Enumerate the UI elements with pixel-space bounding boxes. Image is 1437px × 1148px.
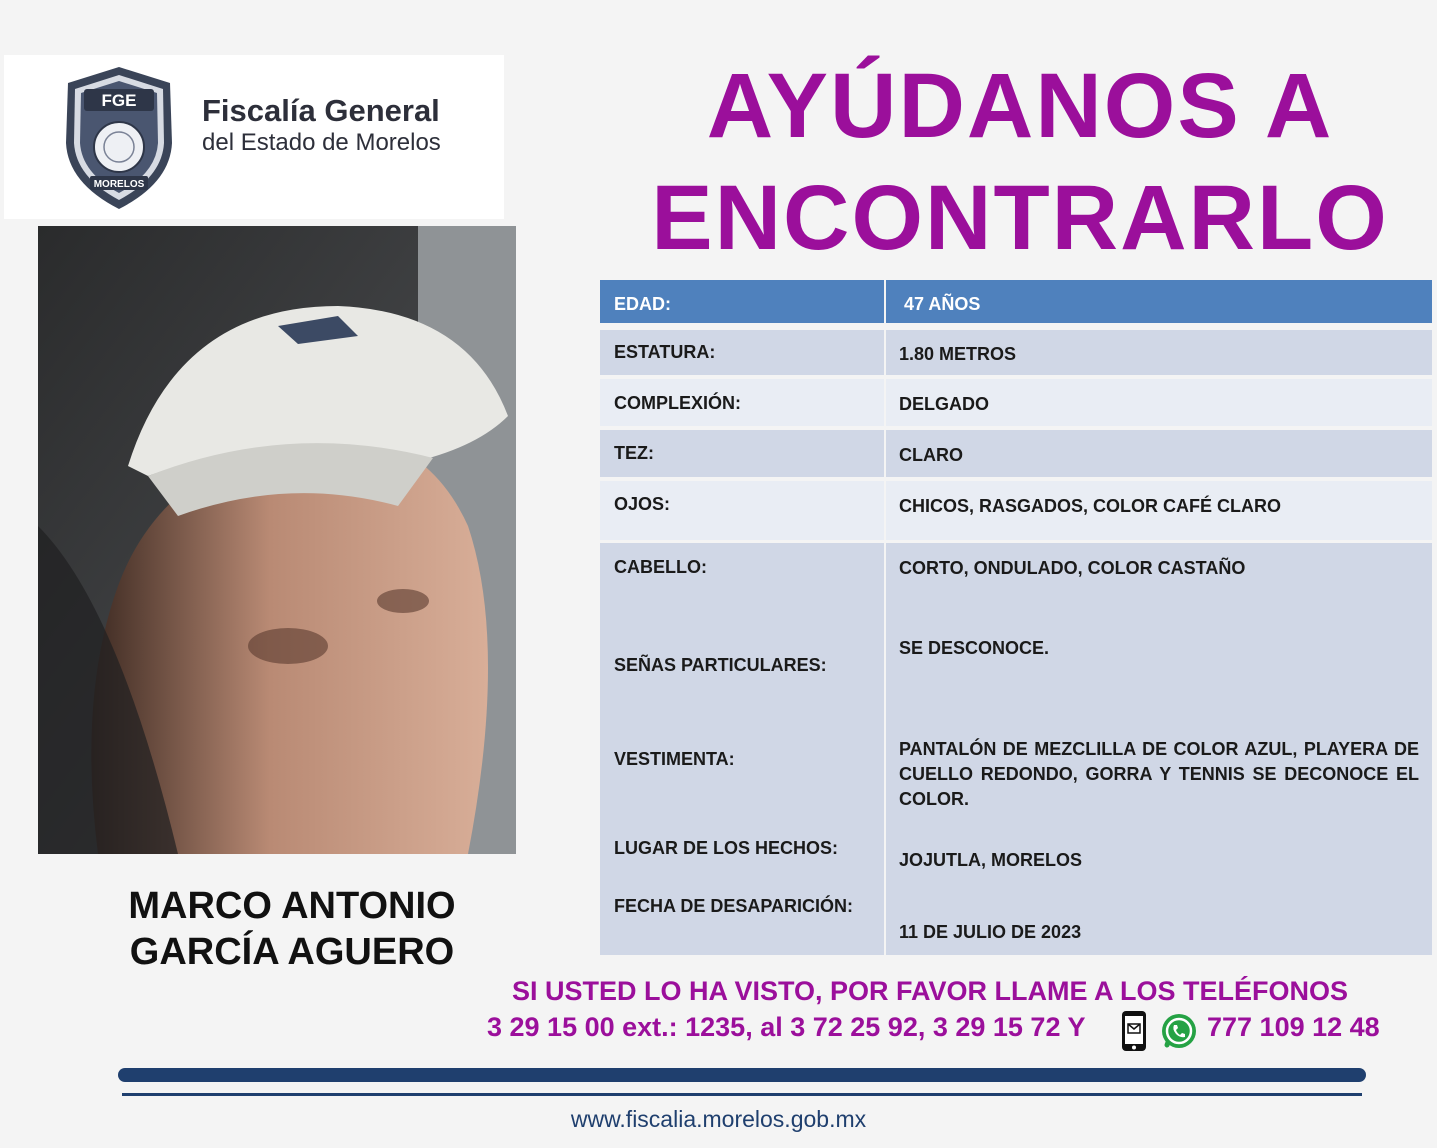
cabello-value: CORTO, ONDULADO, COLOR CASTAÑO xyxy=(899,558,1246,578)
row-edad xyxy=(600,280,1432,323)
tez-value: CLARO xyxy=(886,430,1432,477)
lugar-value: JOJUTLA, MORELOS xyxy=(899,850,1083,870)
estatura-value: 1.80 METROS xyxy=(886,330,1432,375)
fge-shield-icon xyxy=(60,63,178,213)
details-block xyxy=(600,543,1432,955)
name-line-2: GARCÍA AGUERO xyxy=(129,931,455,973)
missing-person-name xyxy=(38,883,546,975)
svg-text:MORELOS: MORELOS xyxy=(93,179,145,190)
footer-divider-thick xyxy=(118,1068,1366,1082)
edad-value: 47 AÑOS xyxy=(886,280,1432,323)
headline-line-1: AYÚDANOS A xyxy=(706,55,1334,157)
edad-label: EDAD: xyxy=(600,280,884,323)
complexion-label: COMPLEXIÓN: xyxy=(600,379,884,426)
fecha-value: 11 DE JULIO DE 2023 xyxy=(899,922,1082,942)
vestimenta-value: PANTALÓN DE MEZCLILLA DE COLOR AZUL, PLAYERA DE CUELLO REDONDO, GORRA Y TENNIS SE DECONOCE EL COLOR. xyxy=(899,739,1419,809)
row-ojos xyxy=(600,481,1432,540)
row-complexion xyxy=(600,379,1432,426)
name-line-1: MARCO ANTONIO xyxy=(128,885,456,927)
website-link[interactable]: www.fiscalia.morelos.gob.mx xyxy=(570,1106,867,1132)
phone-numbers: 3 29 15 00 ext.: 1235, al 3 72 25 92, 3 29 15 72 Y xyxy=(487,1012,1086,1042)
estatura-label: ESTATURA: xyxy=(600,330,884,375)
call-to-action: SI USTED LO HA VISTO, POR FAVOR LLAME A LOS TELÉFONOS xyxy=(511,976,1349,1006)
vestimenta-label: VESTIMENTA: xyxy=(614,749,735,769)
fecha-label: FECHA DE DESAPARICIÓN: xyxy=(614,896,854,916)
whatsapp-number: 777 109 12 48 xyxy=(1207,1012,1380,1042)
ojos-value: CHICOS, RASGADOS, COLOR CAFÉ CLARO xyxy=(886,481,1432,540)
row-tez xyxy=(600,430,1432,477)
mobile-phone-icon xyxy=(1120,1010,1148,1052)
missing-person-photo xyxy=(38,226,516,854)
org-name: Fiscalía General xyxy=(202,93,440,128)
headline-line-2: ENCONTRARLO xyxy=(651,167,1389,269)
tez-label: TEZ: xyxy=(600,430,884,477)
senas-value: SE DESCONOCE. xyxy=(899,638,1050,658)
headline xyxy=(610,50,1430,274)
footer-divider-thin xyxy=(122,1093,1362,1096)
row-estatura xyxy=(600,330,1432,375)
cabello-label: CABELLO: xyxy=(614,557,707,577)
complexion-value: DELGADO xyxy=(886,379,1432,426)
whatsapp-icon xyxy=(1160,1012,1198,1050)
org-subtitle: del Estado de Morelos xyxy=(202,129,441,156)
agency-logo xyxy=(4,55,504,219)
ojos-label: OJOS: xyxy=(600,481,884,540)
svg-text:FGE: FGE xyxy=(101,91,137,110)
senas-label: SEÑAS PARTICULARES: xyxy=(614,655,827,675)
lugar-label: LUGAR DE LOS HECHOS: xyxy=(614,838,839,858)
